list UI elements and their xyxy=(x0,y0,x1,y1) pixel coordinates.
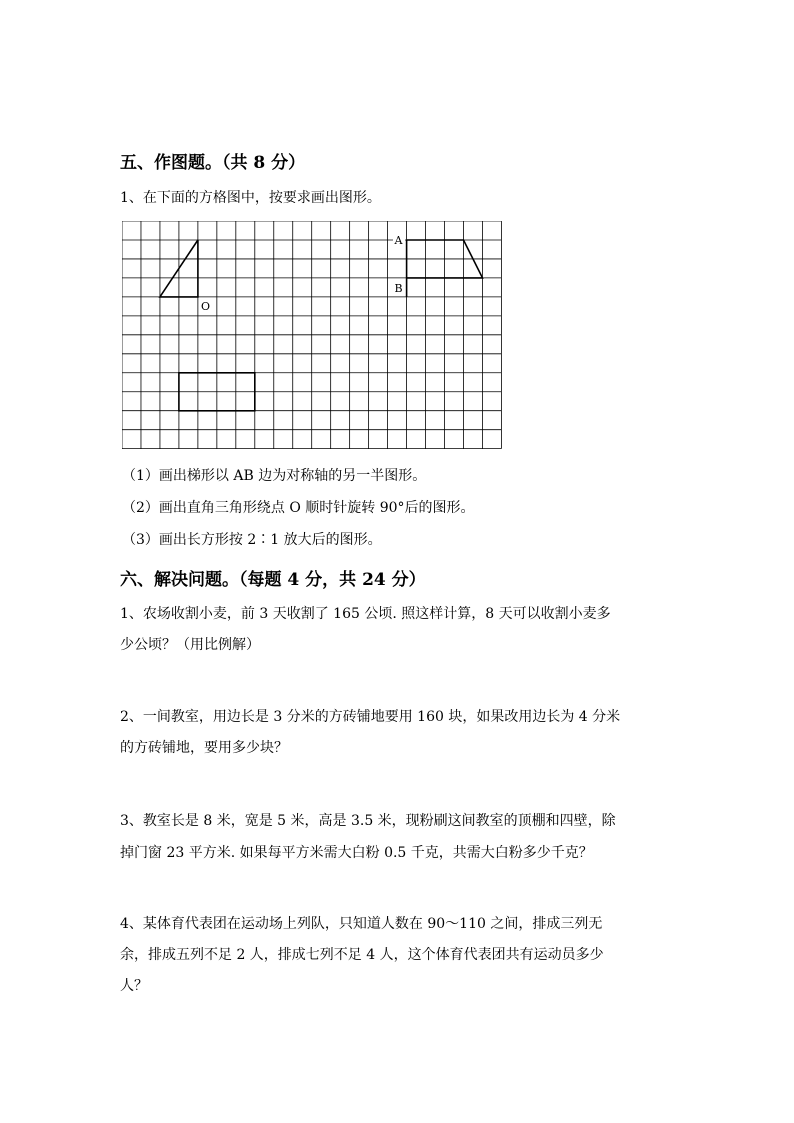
problem-4-line-1: 4、某体育代表团在运动场上列队，只知道人数在 90～110 之间，排成三列无 xyxy=(120,916,603,932)
section5-title: 五、作图题。（共 8 分） xyxy=(120,153,306,173)
problem-1-line-1: 1、农场收割小麦，前 3 天收割了 165 公顷. 照这样计算，8 天可以收割小麦多 xyxy=(120,606,611,622)
subquestion-3: （3）画出长方形按 2∶1 放大后的图形。 xyxy=(122,532,382,548)
label-b: B xyxy=(394,282,403,295)
problem-3-line-1: 3、教室长是 8 米，宽是 5 米，高是 3.5 米，现粉刷这间教室的顶棚和四壁，除 xyxy=(120,813,616,829)
subquestion-1: （1）画出梯形以 AB 边为对称轴的另一半图形。 xyxy=(122,468,427,484)
problem-1-line-2: 少公顷？（用比例解） xyxy=(120,637,260,653)
problem-4-line-3: 人？ xyxy=(120,978,148,994)
subquestion-2: （2）画出直角三角形绕点 O 顺时针旋转 90°后的图形。 xyxy=(122,500,475,516)
section5-question1: 1、在下面的方格图中，按要求画出图形。 xyxy=(120,190,381,206)
problem-3-line-2: 掉门窗 23 平方米. 如果每平方米需大白粉 0.5 千克，共需大白粉多少千克？ xyxy=(120,845,593,861)
problem-2-line-1: 2、一间教室，用边长是 3 分米的方砖铺地要用 160 块，如果改用边长为 4 分米 xyxy=(120,709,621,725)
drawing-grid xyxy=(122,221,502,455)
problem-4-line-2: 余，排成五列不足 2 人，排成七列不足 4 人，这个体育代表团共有运动员多少 xyxy=(120,947,604,963)
grid-lines xyxy=(122,221,501,449)
problem-2-line-2: 的方砖铺地，要用多少块？ xyxy=(120,740,288,756)
grid-svg xyxy=(122,221,502,451)
section6-title: 六、解决问题。（每题 4 分，共 24 分） xyxy=(120,570,426,590)
label-o: O xyxy=(201,300,211,313)
label-a: A xyxy=(394,234,403,247)
